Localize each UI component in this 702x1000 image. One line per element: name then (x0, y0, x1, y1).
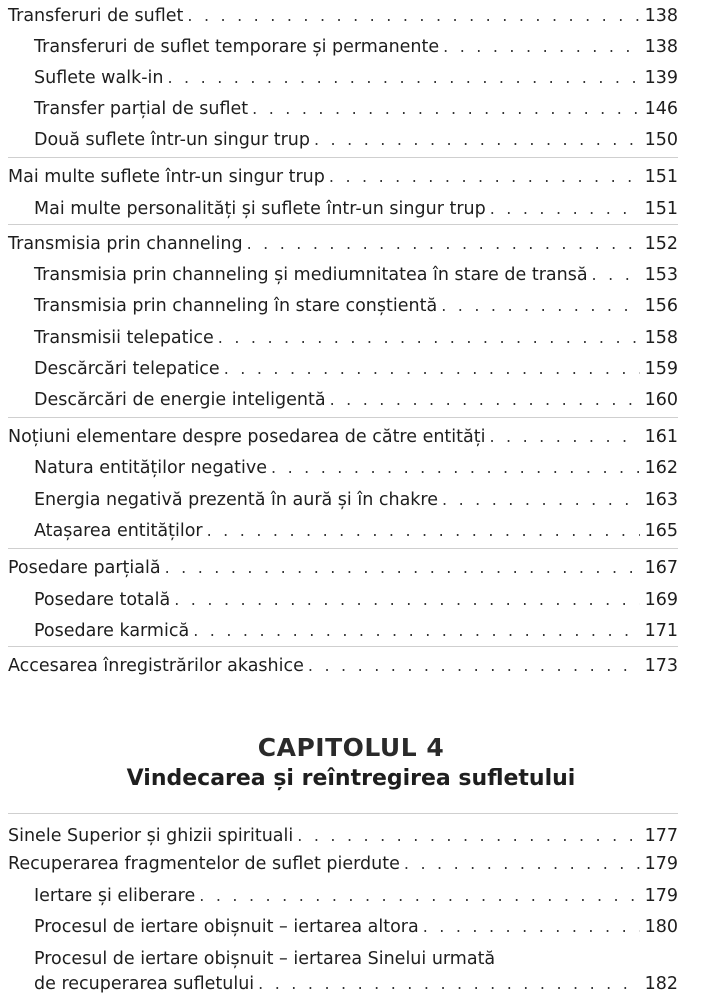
toc-entry-page: 151 (644, 167, 678, 187)
toc-entry-title: Iertare și eliberare (34, 886, 196, 906)
toc-subentry (34, 489, 678, 511)
toc-entry-page: 180 (644, 917, 678, 937)
dot-leader (193, 620, 640, 642)
section-divider (8, 224, 678, 225)
dot-leader (165, 557, 640, 579)
toc-entry-page: 169 (644, 590, 678, 610)
toc-entry-title: Transmisia prin channeling în stare conștientă (34, 296, 438, 316)
toc-entry-title: Accesarea înregistrărilor akashice (8, 656, 304, 676)
toc-entry-page: 153 (644, 265, 678, 285)
toc-entry (8, 557, 678, 579)
dot-leader (329, 166, 640, 188)
toc-entry-page: 160 (644, 390, 678, 410)
toc-entry-page: 179 (644, 854, 678, 874)
toc-entry-title: Transmisia prin channeling și mediumnitatea în stare de transă (34, 265, 588, 285)
toc-entry-page: 158 (644, 328, 678, 348)
dot-leader (174, 589, 640, 611)
toc-entry-title-line2: de recuperarea sufletului (34, 974, 255, 994)
dot-leader (199, 885, 640, 907)
toc-entry-page: 162 (644, 458, 678, 478)
dot-leader (443, 36, 640, 58)
toc-subentry (34, 520, 678, 542)
toc-entry (8, 655, 678, 677)
dot-leader (442, 489, 640, 511)
toc-entry (8, 166, 678, 188)
dot-leader (314, 129, 640, 151)
toc-entry-page: 173 (644, 656, 678, 676)
toc-entry-page: 177 (644, 826, 678, 846)
toc-entry (8, 853, 678, 875)
dot-leader (404, 853, 640, 875)
dot-leader (489, 426, 640, 448)
toc-entry-title: Suflete walk-in (34, 68, 164, 88)
toc-subentry (34, 885, 678, 907)
dot-leader (258, 973, 640, 995)
toc-entry-title: Descărcări telepatice (34, 359, 220, 379)
toc-entry-page: 146 (644, 99, 678, 119)
dot-leader (490, 198, 640, 220)
toc-entry-page: 161 (644, 427, 678, 447)
toc-subentry (34, 67, 678, 89)
toc-entry-title: Noțiuni elementare despre posedarea de către entități (8, 427, 486, 447)
toc-entry-title: Două suflete într-un singur trup (34, 130, 310, 150)
toc-entry-title: Energia negativă prezentă în aură și în chakre (34, 490, 439, 510)
dot-leader (592, 264, 640, 286)
toc-entry-page: 163 (644, 490, 678, 510)
dot-leader (224, 358, 640, 380)
toc-entry-title: Transferuri de suflet temporare și permanente (34, 37, 440, 57)
toc-subentry (34, 264, 678, 286)
toc-entry-page: 182 (644, 974, 678, 994)
toc-subentry (34, 295, 678, 317)
toc-subentry (34, 36, 678, 58)
dot-leader (423, 916, 640, 938)
toc-entry-title: Posedare parțială (8, 558, 161, 578)
dot-leader (441, 295, 640, 317)
toc-entry-page: 152 (644, 234, 678, 254)
dot-leader (297, 825, 640, 847)
toc-entry-title: Transmisia prin channeling (8, 234, 243, 254)
toc-entry (34, 973, 678, 995)
toc-entry-title-line1: Procesul de iertare obișnuit – iertarea Sinelui urmată (34, 949, 496, 969)
section-divider (8, 548, 678, 549)
dot-leader (247, 233, 640, 255)
toc-entry-page: 151 (644, 199, 678, 219)
section-divider (8, 813, 678, 814)
toc-entry-title: Procesul de iertare obișnuit – iertarea altora (34, 917, 419, 937)
toc-entry-page: 167 (644, 558, 678, 578)
toc-subentry (34, 198, 678, 220)
toc-entry-title: Sinele Superior și ghizii spirituali (8, 826, 294, 846)
toc-entry-title: Descărcări de energie inteligentă (34, 390, 326, 410)
toc-entry-title: Transmisii telepatice (34, 328, 214, 348)
dot-leader (207, 520, 640, 542)
dot-leader (218, 327, 640, 349)
toc-entry-page: 171 (644, 621, 678, 641)
chapter-subtitle: Vindecarea și reîntregirea sufletului (126, 766, 576, 791)
toc-entry-page: 179 (644, 886, 678, 906)
dot-leader (167, 67, 640, 89)
toc-entry-title: Mai multe suflete într-un singur trup (8, 167, 325, 187)
toc-entry (8, 233, 678, 255)
toc-entry (8, 825, 678, 847)
toc-subentry (34, 129, 678, 151)
toc-entry-page: 165 (644, 521, 678, 541)
toc-entry-title: Atașarea entităților (34, 521, 203, 541)
toc-entry-page: 156 (644, 296, 678, 316)
section-divider (8, 157, 678, 158)
toc-entry-title: Posedare karmică (34, 621, 190, 641)
toc-entry-title: Transfer parțial de suflet (34, 99, 249, 119)
toc-entry (8, 426, 678, 448)
toc-entry-title: Posedare totală (34, 590, 171, 610)
toc-entry-page: 159 (644, 359, 678, 379)
toc-entry-title: Mai multe personalități și suflete într-un singur trup (34, 199, 486, 219)
dot-leader (308, 655, 640, 677)
toc-subentry (34, 620, 678, 642)
toc-subentry (34, 358, 678, 380)
toc-entry (8, 5, 678, 27)
toc-entry-title: Recuperarea fragmentelor de suflet pierdute (8, 854, 400, 874)
toc-entry-title: Natura entităților negative (34, 458, 268, 478)
toc-subentry (34, 389, 678, 411)
section-divider (8, 646, 678, 647)
toc-entry-page: 138 (644, 37, 678, 57)
dot-leader (271, 457, 640, 479)
toc-subentry (34, 457, 678, 479)
chapter-heading: CAPITOLUL 4 (257, 733, 445, 762)
toc-entry-page: 139 (644, 68, 678, 88)
toc-subentry (34, 589, 678, 611)
toc-subentry (34, 327, 678, 349)
dot-leader (252, 98, 640, 120)
toc-entry-page: 138 (644, 6, 678, 26)
dot-leader (187, 5, 640, 27)
toc-subentry (34, 98, 678, 120)
section-divider (8, 417, 678, 418)
toc-entry-title: Transferuri de suflet (8, 6, 184, 26)
dot-leader (330, 389, 640, 411)
toc-subentry (34, 916, 678, 938)
toc-entry-page: 150 (644, 130, 678, 150)
